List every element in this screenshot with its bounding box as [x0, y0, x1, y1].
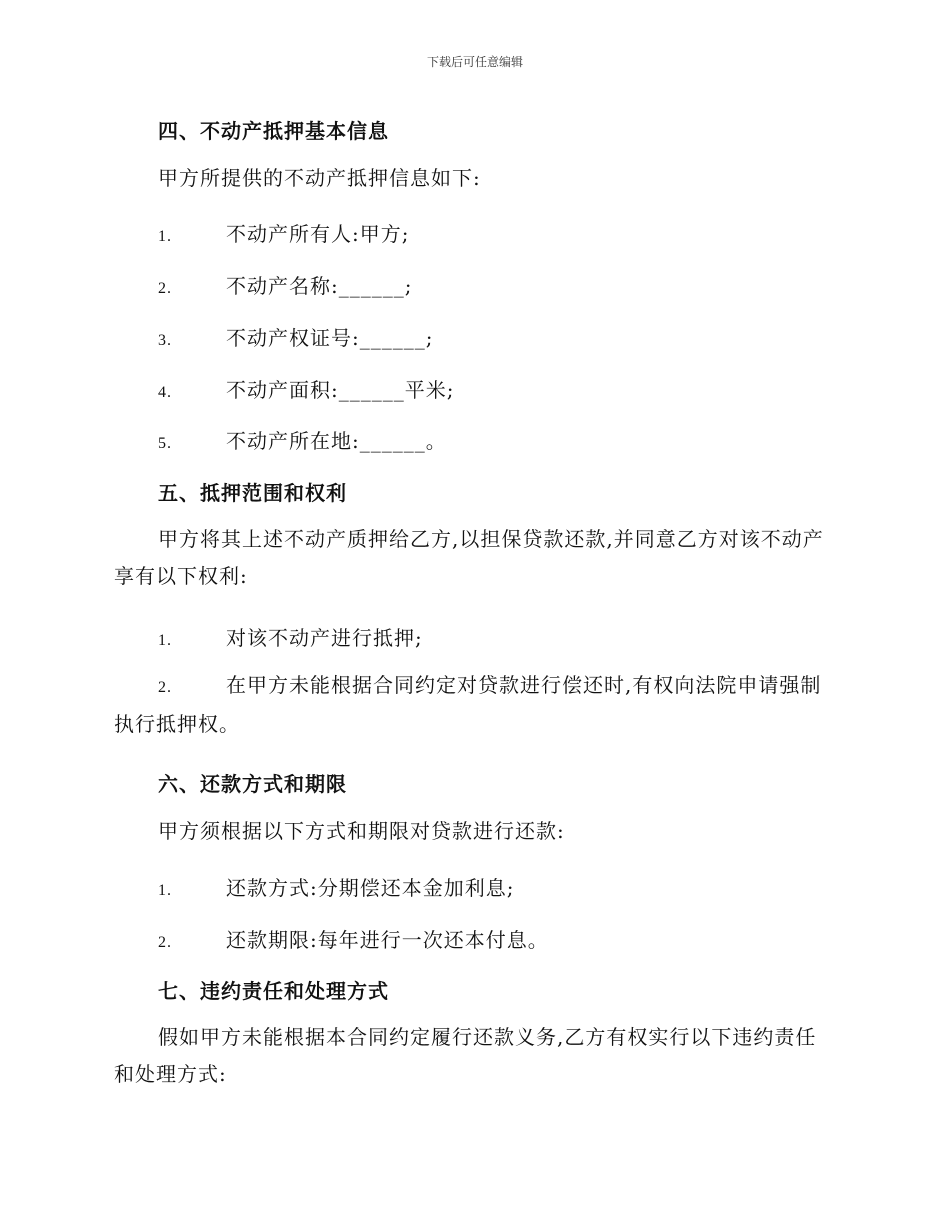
section-5-intro: 甲方将其上述不动产质押给乙方,以担保贷款还款,并同意乙方对该不动产享有以下权利:	[114, 527, 824, 588]
list-item	[158, 374, 454, 403]
list-item	[158, 622, 423, 651]
list-item	[114, 667, 830, 743]
list-text: 还款期限:每年进行一次还本付息。	[226, 928, 549, 952]
page-header: 下载后可任意编辑	[426, 55, 523, 69]
list-item	[158, 924, 549, 953]
list-text: 还款方式:分期偿还本金加利息;	[226, 876, 515, 900]
list-item	[158, 872, 514, 901]
list-number: 2.	[158, 679, 172, 696]
list-text: 不动产权证号:______;	[226, 326, 434, 350]
list-number: 2.	[158, 934, 172, 951]
list-number: 4.	[158, 384, 172, 401]
section-7-heading: 七、违约责任和处理方式	[158, 979, 389, 1003]
list-item	[158, 218, 409, 247]
list-number: 5.	[158, 435, 172, 452]
list-text: 对该不动产进行抵押;	[226, 626, 423, 650]
section-6-heading: 六、还款方式和期限	[158, 772, 347, 796]
list-item	[158, 270, 412, 299]
section-6-intro: 甲方须根据以下方式和期限对贷款进行还款:	[158, 819, 565, 843]
list-number: 1.	[158, 228, 172, 245]
section-4-heading: 四、不动产抵押基本信息	[158, 119, 389, 143]
list-text: 不动产名称:______;	[226, 274, 413, 298]
list-text: 不动产面积:______平米;	[226, 378, 455, 402]
section-7-intro: 假如甲方未能根据本合同约定履行还款义务,乙方有权实行以下违约责任和处理方式:	[114, 1025, 817, 1086]
list-text: 在甲方未能根据合同约定对贷款进行偿还时,有权向法院申请强制执行抵押权。	[114, 673, 822, 736]
list-text: 不动产所有人:甲方;	[226, 222, 410, 246]
section-5-heading: 五、抵押范围和权利	[158, 481, 347, 505]
list-number: 1.	[158, 632, 172, 649]
list-number: 1.	[158, 882, 172, 899]
list-text: 不动产所在地:______。	[226, 429, 447, 453]
list-item	[158, 322, 433, 351]
list-number: 3.	[158, 332, 172, 349]
list-number: 2.	[158, 280, 172, 297]
section-4-intro: 甲方所提供的不动产抵押信息如下:	[158, 166, 481, 190]
list-item	[158, 425, 447, 454]
